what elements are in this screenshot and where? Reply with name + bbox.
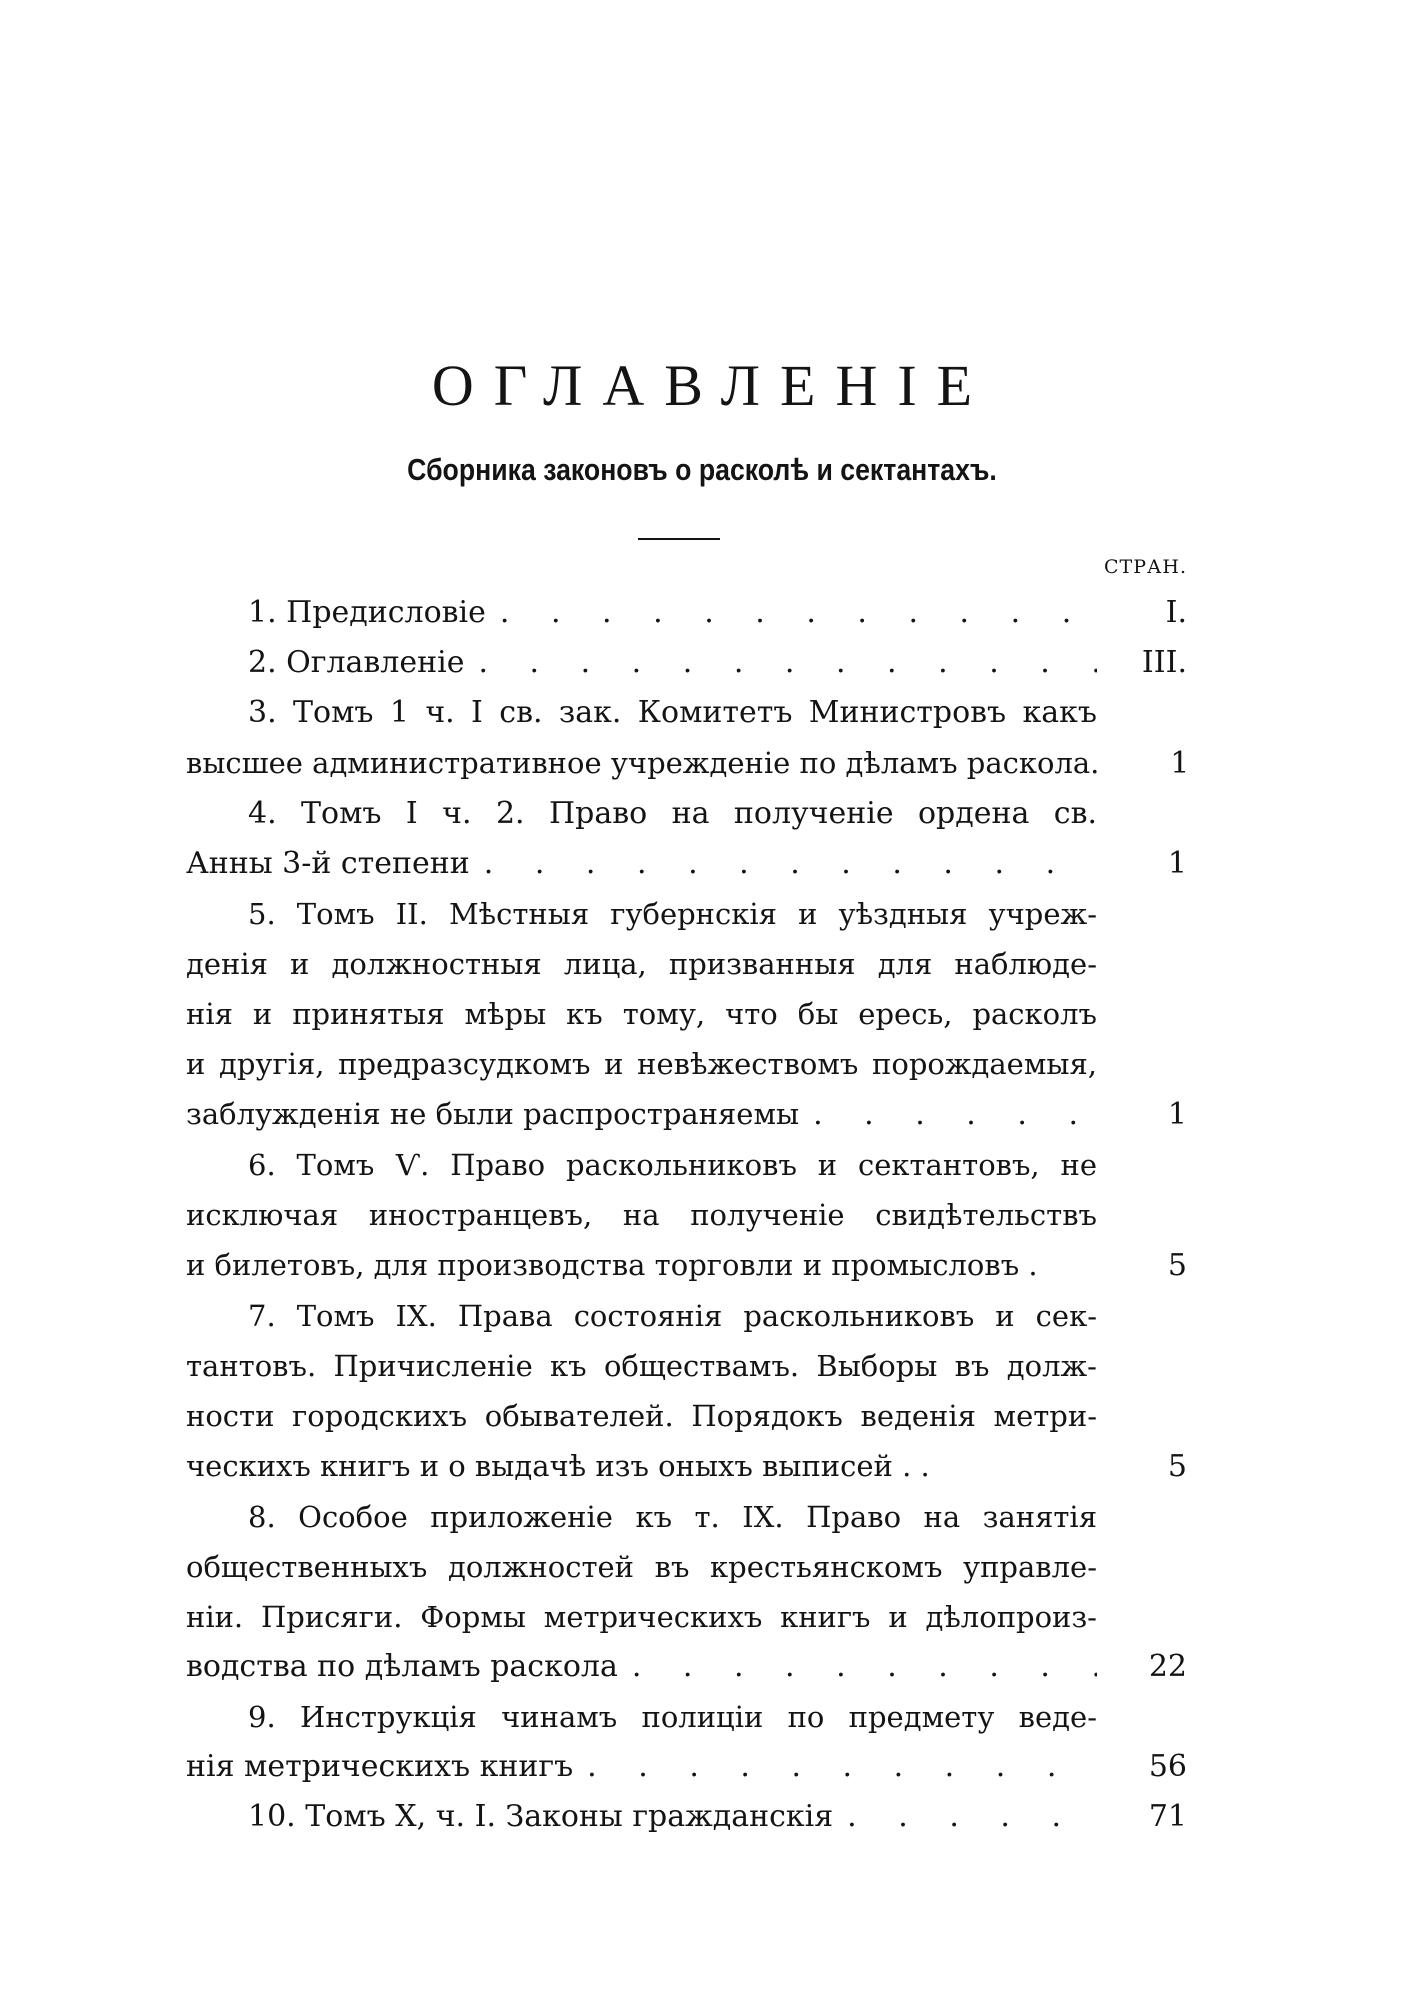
- toc-entry-text: 4. Томъ I ч. 2. Право на полученіе ордена св.: [248, 796, 1097, 831]
- toc-entry-text: 3. Томъ 1 ч. I св. зак. Комитетъ Министровъ какъ: [248, 695, 1097, 730]
- toc-entry-text: высшее административное учрежденіе по дѣламъ раскола.: [186, 746, 1100, 780]
- dot-leader: [573, 1742, 1097, 1792]
- dot-leader: [833, 1792, 1097, 1842]
- toc-entry-text: ности городскихъ обывателей. Порядокъ веденія метри-: [186, 1399, 1097, 1433]
- dot-leader: [486, 588, 1097, 638]
- toc-entry-text: Анны 3-й степени: [186, 846, 470, 881]
- dot-leader: [470, 839, 1097, 889]
- toc-entry-text: 2. Оглавленіе: [248, 645, 465, 680]
- toc-entry-text: нія метрическихъ книгъ: [186, 1749, 574, 1784]
- toc-entry-text: заблужденія не были распространяемы: [186, 1097, 800, 1131]
- toc-entry: [186, 638, 1187, 688]
- toc-entry-text: водства по дѣламъ раскола: [186, 1649, 618, 1684]
- toc-entry: [186, 1492, 1187, 1692]
- toc-entry-text: 5. Томъ II. Мѣстныя губернскія и уѣздныя учреж-: [248, 897, 1097, 931]
- toc-entry-text: и билетовъ, для производства торговли и промысловъ .: [186, 1248, 1038, 1282]
- toc-entry: [186, 789, 1187, 889]
- toc-entry-text: 1. Предисловіе: [248, 595, 486, 630]
- toc-page-number: 5: [1167, 1248, 1187, 1283]
- page-subtitle: Сборника законовъ о расколѣ и сектантахъ.: [407, 452, 997, 487]
- toc-entry-text: ческихъ книгъ и о выдачѣ изъ оныхъ выписей . .: [186, 1449, 930, 1483]
- toc-entry-text: 7. Томъ IX. Права состоянія раскольниковъ и сек-: [248, 1299, 1097, 1333]
- toc-entry-text: 10. Томъ X, ч. I. Законы гражданскія: [248, 1799, 834, 1834]
- toc-entry: [186, 889, 1187, 1140]
- toc-entry-text: общественныхъ должностей въ крестьянскомъ управле-: [186, 1550, 1097, 1584]
- toc-page-number: 1: [1167, 846, 1187, 881]
- toc-entry: [186, 1140, 1187, 1291]
- toc-entry: [186, 1692, 1187, 1792]
- toc-page-number: 71: [1148, 1799, 1187, 1834]
- toc-entry: [186, 688, 1190, 789]
- toc-entry-text: денія и должностныя лица, призванныя для наблюде-: [186, 947, 1097, 981]
- toc-entry-text: тантовъ. Причисленіе къ обществамъ. Выборы въ долж-: [186, 1349, 1097, 1383]
- toc-entry: [186, 1291, 1187, 1492]
- toc-entry-text: 8. Особое приложеніе къ т. IX. Право на занятія: [248, 1500, 1097, 1534]
- toc-entry: [186, 588, 1187, 638]
- toc-entry-text: 6. Томъ Ѵ. Право раскольниковъ и сектантовъ, не: [248, 1148, 1097, 1182]
- toc-page-number: 22: [1148, 1649, 1187, 1684]
- toc-page-number: I.: [1165, 595, 1187, 630]
- divider: [638, 538, 720, 540]
- dot-leader: [799, 1090, 1097, 1140]
- toc-page-number: 56: [1148, 1749, 1187, 1784]
- toc-entry-text: нія и принятыя мѣры къ тому, что бы ересь, расколъ: [186, 997, 1097, 1031]
- dot-leader: [618, 1642, 1097, 1692]
- toc-entry-text: 9. Инструкція чинамъ полиціи по предмету веде-: [248, 1700, 1097, 1734]
- toc-entry-text: исключая иностранцевъ, на полученіе свидѣтельствъ: [186, 1198, 1097, 1232]
- toc-entry-text: ніи. Присяги. Формы метрическихъ книгъ и дѣлопроиз-: [186, 1600, 1097, 1634]
- page-column-label: СТРАН.: [1104, 556, 1187, 578]
- toc-entry-text: и другія, предразсудкомъ и невѣжествомъ порождаемыя,: [186, 1047, 1097, 1081]
- table-of-contents: [186, 588, 1190, 1842]
- toc-page-number: 1: [1170, 746, 1190, 781]
- toc-page-number: 1: [1167, 1097, 1187, 1132]
- page-title: ОГЛАВЛЕНІЕ: [431, 353, 993, 418]
- toc-entry: [186, 1792, 1187, 1842]
- toc-page-number: 5: [1167, 1449, 1187, 1484]
- dot-leader: [464, 638, 1097, 688]
- toc-page-number: III.: [1141, 645, 1187, 680]
